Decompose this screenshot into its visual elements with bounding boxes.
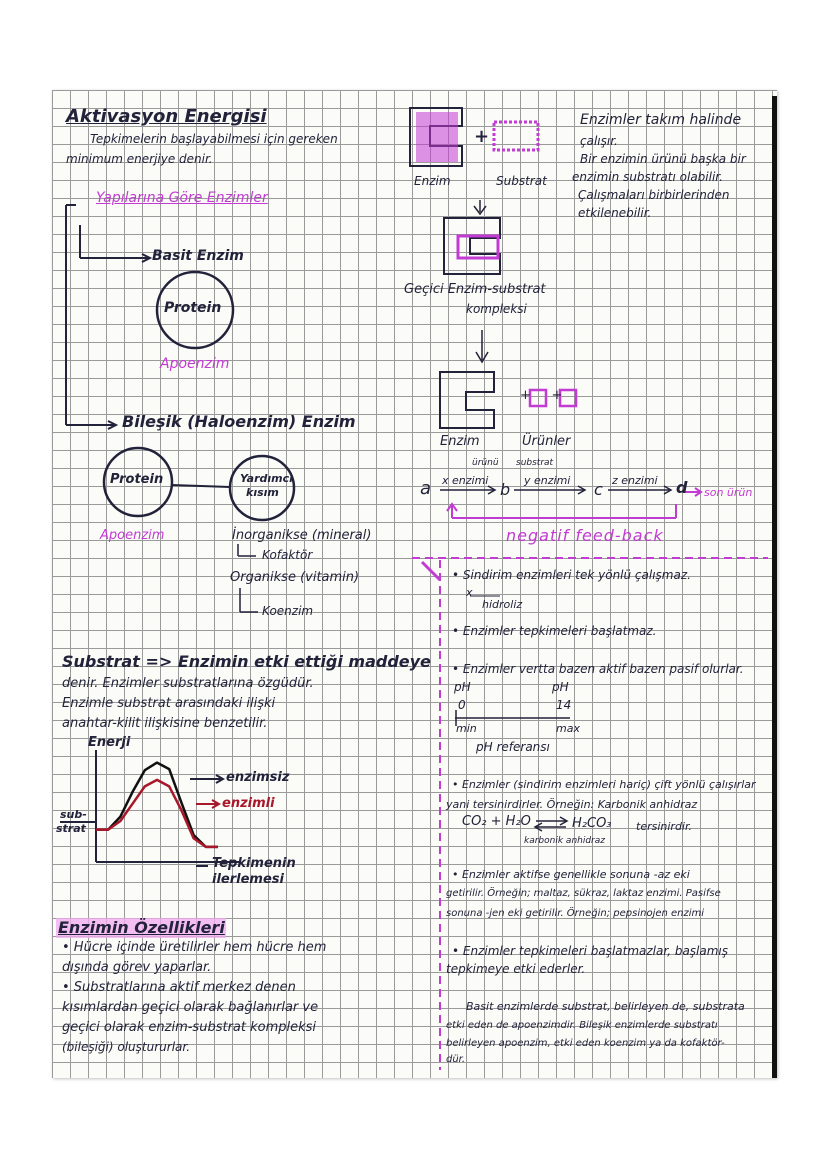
substrate-axis-label-1: sub- bbox=[60, 808, 87, 821]
bullet-2: • Enzimler tepkimeleri başlatmaz. bbox=[452, 624, 657, 638]
bullet-5-line-1: • Enzimler aktifse genellikle sonuna -az eki bbox=[452, 868, 690, 881]
summary-line-2: etki eden de apoenzimdir. Bileşik enzimlerde substratı bbox=[446, 1020, 718, 1031]
definition-line-2: minimum enerjiye denir. bbox=[66, 152, 213, 166]
organic-label: Organikse (vitamin) bbox=[230, 570, 360, 585]
negative-feedback-label: negatif feed-back bbox=[506, 526, 664, 545]
cofactor-label: Kofaktör bbox=[262, 548, 313, 562]
coenzyme-label: Koenzim bbox=[262, 604, 314, 618]
teamwork-line-6: etkilenebilir. bbox=[578, 206, 652, 220]
chain-b: b bbox=[500, 480, 511, 499]
apoenzyme-label-1: Apoenzim bbox=[160, 356, 230, 372]
ph-reference: pH referansı bbox=[476, 740, 550, 754]
graph-y-label: Enerji bbox=[88, 735, 131, 750]
chain-d: d bbox=[676, 478, 688, 497]
apoenzyme-label-2: Apoenzim bbox=[100, 528, 165, 543]
substrate-shape bbox=[494, 122, 538, 150]
bullet-1: • Sindirim enzimleri tek yönlü çalışmaz. bbox=[452, 568, 691, 582]
curve-enzimli bbox=[96, 780, 218, 847]
substrate-small-label: substrat bbox=[516, 458, 554, 468]
ph-fourteen: 14 bbox=[556, 698, 572, 712]
bullet-4-line-1: • Enzimler (sindirim enzimleri hariç) çift yönlü çalışırlar bbox=[452, 778, 756, 791]
x-enzyme-label: x enzimi bbox=[442, 474, 489, 487]
product-small-label: ürünü bbox=[472, 458, 499, 468]
property-line-5: geçici olarak enzim-substrat kompleksi bbox=[62, 1020, 317, 1035]
bullet-5-line-2: getirilir. Örneğin; maltaz, sükraz, laktaz enzimi. Pasifse bbox=[446, 888, 721, 899]
teamwork-line-5: Çalışmaları birbirlerinden bbox=[578, 188, 730, 202]
enzyme-label-2: Enzim bbox=[440, 434, 480, 449]
protein-label-2: Protein bbox=[110, 472, 164, 487]
bullet-5-line-3: sonuna -jen eki getirilir. Örneğin; pepsinojen enzimi bbox=[446, 908, 705, 919]
property-line-1: • Hücre içinde üretilirler hem hücre hem bbox=[62, 940, 327, 955]
property-line-4: kısımlardan geçici olarak bağlanırlar ve bbox=[62, 1000, 319, 1015]
ph-min: min bbox=[456, 722, 477, 735]
ph-zero: 0 bbox=[458, 698, 466, 712]
hydrolysis-label: hidroliz bbox=[482, 598, 523, 611]
complex-label-1: Geçici Enzim-substrat bbox=[404, 282, 546, 297]
definition-line-1: Tepkimelerin başlayabilmesi için gereken bbox=[90, 132, 338, 146]
z-enzyme-label: z enzimi bbox=[612, 474, 658, 487]
property-line-6: (bileşiği) oluştururlar. bbox=[62, 1040, 191, 1054]
substrate-label: Substrat bbox=[496, 174, 547, 188]
bullet-6-line-1: • Enzimler tepkimeleri başlatmazlar, başlamış bbox=[452, 944, 729, 958]
chain-a: a bbox=[420, 478, 432, 499]
activation-energy-title: Aktivasyon Energisi bbox=[66, 106, 267, 127]
reversible-label: tersinirdir. bbox=[636, 820, 692, 833]
teamwork-line-3: Bir enzimin ürünü başka bir bbox=[580, 152, 746, 166]
helper-label-1: Yardımcı bbox=[240, 472, 293, 485]
bullet-4-line-2: yani tersinirdirler. Örneğin: Karbonik anhidraz bbox=[446, 798, 698, 811]
teamwork-line-4: enzimin substratı olabilir. bbox=[572, 170, 723, 184]
substrate-line-3: Enzimle substrat arasındaki ilişki bbox=[62, 696, 276, 711]
bullet-3: • Enzimler vertta bazen aktif bazen pasif olurlar. bbox=[452, 662, 744, 676]
bullet-1-x: x bbox=[466, 586, 473, 599]
graph-x-label-1: Tepkimenin bbox=[212, 856, 296, 871]
enzyme-substrate-complex bbox=[444, 218, 500, 274]
substrate-line-1: Substrat => Enzimin etki ettiği maddeye bbox=[62, 652, 431, 671]
products-plus: + + bbox=[520, 388, 563, 403]
enzyme-shape-2 bbox=[440, 372, 494, 428]
legend-enzimsiz: enzimsiz bbox=[226, 770, 290, 785]
property-line-3: • Substratlarına aktif merkez denen bbox=[62, 980, 296, 995]
enzyme-types-heading: Yapılarına Göre Enzimler bbox=[96, 190, 268, 206]
ph-label-right: pH bbox=[552, 680, 569, 694]
teamwork-line-1: Enzimler takım halinde bbox=[580, 112, 742, 128]
complex-enzyme-label: Bileşik (Haloenzim) Enzim bbox=[122, 412, 356, 431]
protein-label-1: Protein bbox=[164, 300, 222, 316]
reaction-right: H₂CO₃ bbox=[572, 816, 612, 831]
complex-label-2: kompleksi bbox=[466, 302, 527, 316]
inorganic-label: İnorganikse (mineral) bbox=[232, 528, 372, 543]
final-product-label: son ürün bbox=[704, 486, 753, 499]
summary-line-1: Basit enzimlerde substrat, belirleyen de, substrata bbox=[466, 1000, 745, 1013]
enzyme-properties-title: Enzimin Özellikleri bbox=[58, 918, 225, 937]
simple-enzyme-label: Basit Enzim bbox=[152, 248, 244, 264]
summary-line-3: belirleyen apoenzim, etki eden koenzim ya da kofaktör- bbox=[446, 1038, 725, 1049]
summary-line-4: dür. bbox=[446, 1054, 466, 1065]
teamwork-line-2: çalışır. bbox=[580, 134, 618, 148]
plus-sign: + bbox=[474, 126, 490, 147]
bullet-6-line-2: tepkimeye etki ederler. bbox=[446, 962, 586, 976]
y-enzyme-label: y enzimi bbox=[524, 474, 571, 487]
feedback-loop bbox=[447, 488, 701, 518]
legend-enzimli: enzimli bbox=[222, 796, 275, 811]
substrate-line-4: anahtar-kilit ilişkisine benzetilir. bbox=[62, 716, 268, 731]
carbonic-anhydrase-label: karbonik anhidraz bbox=[524, 836, 605, 846]
helper-label-2: kısım bbox=[246, 486, 279, 499]
graph-x-label-2: ilerlemesi bbox=[212, 872, 284, 887]
ph-label-left: pH bbox=[454, 680, 471, 694]
ph-max: max bbox=[556, 722, 580, 735]
reaction-left: CO₂ + H₂O bbox=[462, 814, 531, 829]
substrate-axis-label-2: strat bbox=[56, 822, 86, 835]
chain-c: c bbox=[594, 480, 603, 499]
products-label: Ürünler bbox=[522, 434, 571, 449]
property-line-2: dışında görev yaparlar. bbox=[62, 960, 212, 975]
enzyme-label-1: Enzim bbox=[414, 174, 451, 188]
substrate-line-2: denir. Enzimler substratlarına özgüdür. bbox=[62, 676, 314, 691]
